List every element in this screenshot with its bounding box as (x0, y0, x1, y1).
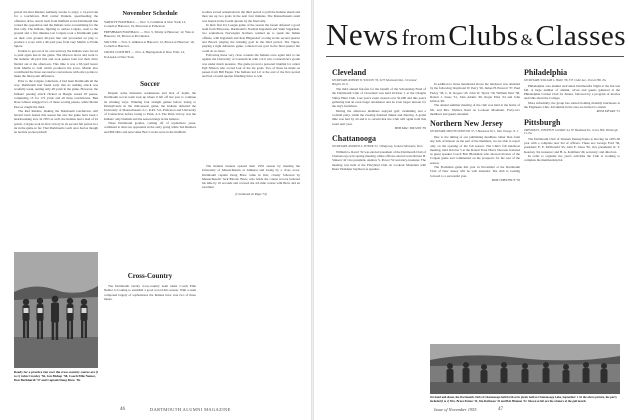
pittsburgh-president: PRESIDENT, JOSEPH H. GOMAN '44, 87 Woodland Dr., Grove Hill, Pittsburgh 15, Pa. (524, 127, 618, 136)
right-column-2 (430, 82, 520, 344)
title-ampersand: & (520, 32, 534, 49)
philadelphia-heading: Philadelphia (524, 68, 568, 77)
schedule-line: FRESHMAN FOOTBALL — Nov. 5, Trinity at Hanover; 12, Yale at Hanover; 19, Brown at Providence. (104, 30, 194, 39)
chattanooga-heading: Chattanooga (332, 134, 377, 144)
article-paragraph: The Freshman game this year in November at the Dartmouth Club of New Jersey will be well attended. The club is looking forward to a successful year. (430, 165, 520, 178)
northern-nj-secretary: SECRETARY, MELVIN SPENCER '37, 5 Beaumont Terr., West Orange, N. J. (430, 129, 519, 134)
article-paragraph: The Dartmouth Club of Western Pennsylvania is moving its 1955-56 year with a complete new list of officers. These are: George Ford '36, president; E. E. McDonald '45, John E. Jones '30, vice presidents; R. T. Kearney '44, treasurer; and H. A. Kohlman '49, secretary; and directors. (524, 136, 620, 154)
article-paragraph: Goalies scored sensational in the third period to pull the Indians ahead and then ran up two goals in the next four minutes. The Massachusetts team was beaten in the fourth quarter by the final tally. (202, 10, 300, 23)
cleveland-signature: BOB MAC WILSON '39 (394, 125, 426, 130)
runners-photo-image (14, 252, 98, 368)
cross-country-col-a (104, 284, 196, 392)
left-column-3 (202, 10, 300, 160)
schedule-heading: November Schedule (122, 10, 178, 17)
magazine-name: DARTMOUTH ALUMNI MAGAZINE (150, 407, 231, 412)
title-rule (326, 56, 624, 57)
article-paragraph: In addition to those mentioned above the luncheon was attended by the following: Raymond W. Perry '26, James H. Prescott '37, Paul Farley '36, C. R. Rogers '43, John W. Taylor '29, William Warr '38, Robert J. Jones '31, John Adams '46, Roger Eliot '24 and John Gibson '49. (430, 82, 520, 104)
article-paragraph: Due to the timing of our publishing deadlines rather than from any lack of interest on the part of the members, we are able to report only on the opening of the fall season. The Club's fall luncheon meeting, held October 5 at the Robert Treat Hotel, Newark, featured as guest speaker Coach Bob Blackman who showed movies of the Colgate game and commented on the prospects for the rest of the season. (430, 134, 520, 165)
title-classes: Classes (535, 20, 627, 52)
issue-date: Issue of November 1955 (434, 407, 477, 412)
left-column-1 (14, 10, 98, 250)
article-paragraph: The annual summer meeting of the club was held at the home of Mr. and Mrs. Wallace Reid on Lookout Mountain. Forty-two members and guests attended. (430, 103, 520, 117)
philadelphia-signature: ROSS DEVAN '51 (596, 109, 620, 114)
article-paragraph: More informally, the group has started holding monthly luncheons at the Engineers Club. All alumni in the area are invited to attend. (524, 100, 620, 110)
picnic-photo-caption: On hand and about, the Dartmouth Club of Chattanooga held forth at its picnic held at Chattanooga Lake, September 1. In the above picture, the party included (l to r) Mrs. Bruce Patton '35, Jim Robinson '42 and Bob Hinman '52. Shown at left are the winners of the golf match. (430, 395, 617, 403)
schedule-line: CROSS COUNTRY — Nov. 4, Heptagonals at New York; 14, ICAAAA at New York. (104, 50, 185, 59)
article-paragraph: period the Red Raiders suddenly awoke to enjoy a 14-yard run for a touchdown. Ball carrier Daniels, spearheading the offensive drive, struck back from midfield as the Dartmouth line rocked the opposition and the Indians were economizing for the first tally. The Indians, figuring to outlast Colgate, went to the ground and a five minutes lost Colgate took a Dartmouth punt on their own ground 40-yard line and proceeded on play to produce a score with a 40-yard pass from Guy Martin to Frank Spiers. (14, 10, 98, 49)
schedule-line: SOCCER — Nov. 5, Amherst at Hanover; 12, Brown at Hanover; 19, Cornell at Hanover. (104, 40, 195, 49)
schedule-line: VARSITY FOOTBALL — Nov. 5, Columbia at New York; 12, Cornell at Hanover; 19, Princeton at Princeton. (104, 20, 187, 29)
picnic-photo-image (430, 344, 620, 394)
article-paragraph: Three Dartmouth goalies, coming off of sophomore years, combined to shut out opponents in the early going while Ted Riemers and Bill Ohio and newcomer Bob Cowles were in the midfield. (104, 121, 196, 134)
philadelphia-secretary: SECRETARY, WILLIAM L. HALE '38, 333 Cedar Ave., Drexel Hill, Pa. (524, 78, 607, 82)
article-paragraph: The Indians runners opened their 1955 season by meeting the University of Massachusetts at Amherst and losing by a close score. Dartmouth captain Doug Brew came in first, closely followed by Massachusetts' Jack Bloom. Brew, who holds the course record, bettered his time by 10 seconds and covered the 4.6 mile course with Brew and an excellent (202, 164, 300, 190)
northern-nj-heading: Northern New Jersey (430, 119, 503, 129)
article-paragraph: Philadelphia area alumni welcomed Dartmouth's Night at the Inn last fall. A large number of alumni, wives and guests gathered at the Philadelphia Cricket Club for dinner, followed by a program of movies and talks about the College. (524, 83, 620, 101)
cross-country-col-b (202, 164, 300, 392)
chattanooga-picnic-photo (430, 344, 620, 394)
cross-country-team-photo (14, 252, 98, 368)
soccer-article (104, 80, 196, 270)
page-number: 46 (120, 407, 125, 412)
article-paragraph: Following these very close contests the Indians once again laid to run against the University of Connecticut with a 6-0 win. Connecticut's goalie was under much pressure. The game proved a personal triumph for center Egil Nilsson who scored four of the six goals. Two of those he made on passes from Bill Eagan. The Indians led 1-0 at the end of the first period and had a fourth quarter finishing drive to win. (202, 52, 300, 79)
title-clubs: Clubs (448, 20, 519, 52)
cleveland-heading: Cleveland (332, 68, 367, 77)
article-paragraph: The Dartmouth varsity cross-country team under Coach Ellie Nemec is looking to establish a good record this season. With a team composed largely of sophomores the Indians have won two of three meets. (104, 284, 196, 301)
right-page (314, 0, 628, 420)
article-paragraph: Despite some defensive weaknesses and lack of depth, the Dartmouth soccer team took up where it left off last year to continue its winning ways. Winning four straight games before losing to Pennsylvania in the mid-season game, the Indians defeated the University of Massachusetts 2-1, R.P.I. 3-0, Princeton and University of Connecticut before losing to Penn, 4-3. The Penn victory was the Indians' only blemish and the season hangs in the balance. (104, 91, 196, 121)
page-number: 47 (498, 407, 503, 412)
section-title (326, 17, 626, 53)
article-paragraph: Unable to get out of its own territory the Indians were forced to punt again late in the game. The Maroon drove and went to the Indians' 40-yard line and took passes later but their drive fizzled out at the afternoon. This time it was a 63-yard heave from Martin to Gall which produced the score. Martin also contributed the three successive conversions with extra points to make the final point difference. (14, 48, 98, 79)
soccer-heading: Soccer (140, 80, 160, 88)
article-paragraph: The third annual fun-fest for the benefit of the Scholarship Fund of the Dartmouth Club of Cleveland was held October 1 at the Chagrin Valley Hunt Club. Last year's event cleared over $1,000 and this year's gathering had an even larger attendance and an even larger turnout for the day's festivities. (332, 87, 426, 109)
cross-country-heading: Cross-Country (127, 272, 173, 280)
article-paragraph: In their first Ivy League game of the season the Green defeated a good team from Princeton. Dartmouth's Norman Ingraham and Stunt Sugarman, two sophomore Norwegian brothers, teamed up to spark the Indian offense, with Ingraham and Pete Hilgendorf scoring in the second quarter and Brown playing the winning goal in the third period. The Tigers, playing a tight defensive game, collected one goal in the final quarter but could do no more. (202, 22, 300, 53)
november-schedule-box (104, 10, 196, 78)
pittsburgh-heading: Pittsburgh (524, 117, 561, 127)
photo-caption: Ready for a practice run over the cross-country course are (l to r) John Crowley '56, Jon Bishop '58, Coach Ellie Nemec, Don Burkhardt '57 and Captain Doug Brew '56. (14, 370, 98, 383)
article-paragraph: The Red Raiders, making the Dartmouth touchdown, still haven't been beaten this season but saw the game have been a heartbreaking loss. In 1955 as well, the Indians had a lead of 22 points. Colgate took its first victory in its second fall period in a tie in the game so far. That Dartmouth coach once had as though he had his pocket picked! (14, 108, 98, 135)
title-from: from (401, 25, 447, 50)
northern-nj-signature: BOB CHESTNUT '50 (491, 177, 520, 182)
title-news: News (326, 17, 399, 52)
chattanooga-secretary: SECRETARY, ANDREW S. POWER '52, 3 Ridgeway, Lookout Mountain, Tenn. (332, 144, 424, 149)
article-paragraph: In order to organize the year's activities the Club is working to complete the membership list. (524, 154, 620, 163)
left-page (0, 0, 312, 420)
article-paragraph: During the afternoon members enjoyed golf, swimming and a cocktail party, while the evening featured dinner and dancing. A grand time was had by all and it is certain that the Club will again hold this event next year. (332, 108, 426, 126)
article-paragraph: William G. Ravel '32 was elected president of the Dartmouth Club of Chattanooga at its spring meeting. Other officers elected were Robert B. Stinson '42 vice president, Andrew S. Power '52 secretary-treasurer. The meeting was held at the Fairyland Club on Lookout Mountain with Dean Thaddeus Seymour as speaker. (332, 149, 426, 171)
cleveland-secretary: SECRETARY, ROBERT W. WILSON '39, 3273 Monmouth Rd., Cleveland Heights 18, O. (332, 78, 417, 86)
continued-note: (Continued on Page 74) (235, 191, 267, 196)
right-column-1 (332, 66, 426, 384)
article-paragraph: Prior to the Colgate comeback, it had been Dartmouth all the way. Dartmouth had found early that its rushing attack was woefully weak, netting only 48 yards in the game. However, the Indians' passing attack clicked as Beagle tossed 18 passes, completing 15 for 172 yards and all three touchdowns. Bud Rose Gibson snagged two of these scoring passes, while Monte Pascoe caught the third. (14, 78, 98, 109)
right-column-3 (524, 66, 620, 356)
